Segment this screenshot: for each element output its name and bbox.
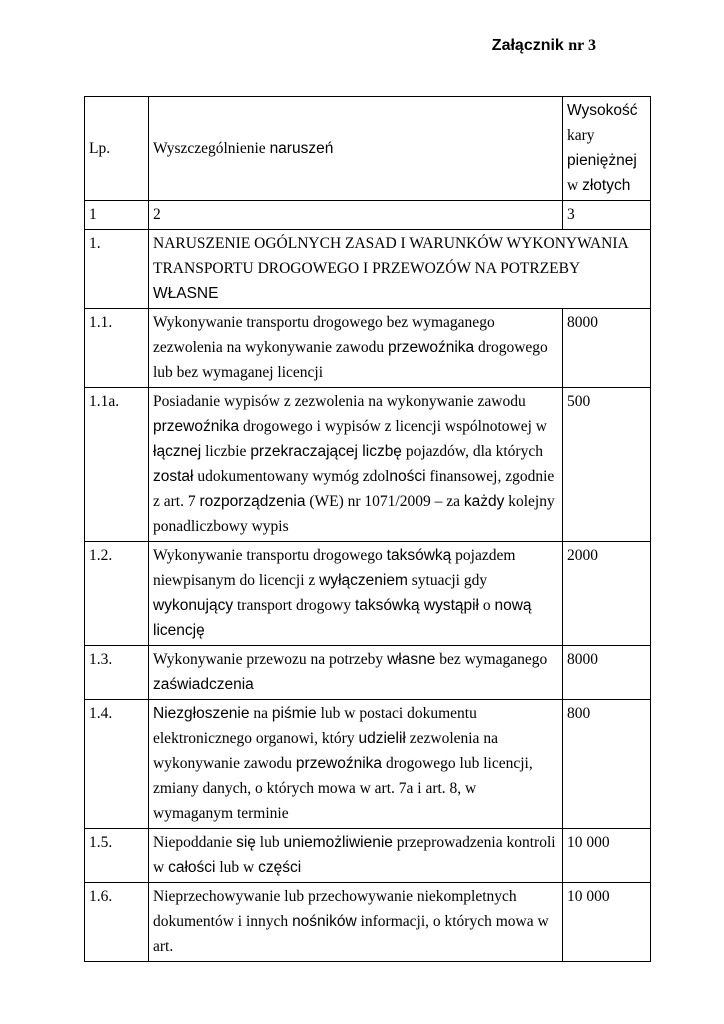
row-number: 1. (85, 230, 149, 309)
violation-description (149, 388, 563, 542)
text-segment: przewoźnika (388, 339, 475, 356)
text-segment: NARUSZENIE OGÓLNYCH ZASAD I WARUNKÓW WYKONYWANIA TRANSPORTU DROGOWEGO I PRZEWOZÓW NA POTRZEBY (153, 235, 628, 277)
violation-row (85, 542, 651, 646)
column-number-2: 2 (149, 201, 563, 230)
header-description (149, 97, 563, 201)
text-segment: informacji, o których mowa w art. (153, 913, 549, 955)
text-segment: taksówką wystąpił (354, 597, 479, 614)
violation-description (149, 230, 651, 309)
text-segment: Lp. (89, 139, 111, 157)
text-segment: Załącznik (491, 37, 569, 54)
text-segment: drogowego lub licencji, zmiany danych, o których mowa w art. 7a i art. 8, w wymaganym terminie (153, 755, 533, 822)
violation-row (85, 700, 651, 829)
text-segment: WŁASNE (153, 285, 219, 302)
penalty-amount: 500 (563, 388, 651, 542)
text-segment: nośników (292, 913, 357, 930)
penalty-amount: 800 (563, 700, 651, 829)
section-row (85, 230, 651, 309)
header-penalty (563, 97, 651, 201)
header-lp (85, 97, 149, 201)
text-segment: sytuacji gdy (407, 572, 488, 589)
column-number-row (85, 201, 651, 230)
text-segment: pojazdów, dla których (401, 443, 543, 460)
penalty-amount: 2000 (563, 542, 651, 646)
text-segment: udzielił (358, 730, 406, 747)
row-number: 1.3. (85, 646, 149, 700)
text-segment: taksówką (386, 547, 452, 564)
text-segment: ności (389, 468, 426, 485)
violation-row (85, 829, 651, 883)
text-segment: Wykonywanie przewozu na potrzeby (153, 651, 388, 668)
text-segment: wykonujący (153, 597, 234, 614)
penalty-amount: 10 000 (563, 829, 651, 883)
text-segment: finansowej, zgodnie z art. 7 (153, 468, 555, 510)
row-number: 1.1a. (85, 388, 149, 542)
violation-description (149, 829, 563, 883)
violations-table (84, 96, 651, 962)
text-segment: własne (387, 651, 436, 668)
row-number: 1.5. (85, 829, 149, 883)
table-header-row (85, 97, 651, 201)
text-segment: Posiadanie wypisów z zezwolenia na wykonywanie zawodu (153, 393, 526, 410)
violation-row (85, 646, 651, 700)
text-segment: (WE) nr 1071/2009 – za (305, 493, 464, 510)
text-segment: Nieprzechowywanie lub przechowywanie niekompletnych dokumentów i innych (153, 888, 517, 930)
text-segment: wyłączeniem (319, 572, 408, 589)
text-segment: lub w postaci dokumentu elektronicznego organowi, który (153, 705, 477, 747)
text-segment: pojazdem niewpisanym do licencji z (153, 547, 516, 589)
row-number: 1.2. (85, 542, 149, 646)
penalty-amount: 10 000 (563, 883, 651, 962)
penalty-amount: 8000 (563, 309, 651, 388)
text-segment: Niezgłoszenie (153, 705, 250, 722)
text-segment: lub w (215, 859, 259, 876)
text-segment: kary (567, 127, 595, 144)
text-segment: bez wymaganego (435, 651, 548, 668)
violation-description (149, 542, 563, 646)
text-segment: przekraczającej liczbę (250, 443, 402, 460)
violation-description (149, 883, 563, 962)
row-number: 1.6. (85, 883, 149, 962)
violation-row (85, 309, 651, 388)
page-title (0, 36, 724, 56)
text-segment: uniemożliwienie (283, 834, 393, 851)
column-number-1: 1 (85, 201, 149, 230)
text-segment: złotych (582, 177, 631, 194)
text-segment: Wyszczególnienie (153, 139, 270, 157)
text-segment: drogowego lub bez wymaganej licencji (153, 339, 548, 381)
text-segment: Niepoddanie (153, 834, 237, 851)
text-segment: w (567, 177, 583, 194)
text-segment: drogowego i wypisów z licencji wspólnotowej w (239, 418, 547, 435)
text-segment: liczbie (201, 443, 251, 460)
text-segment: na (249, 705, 272, 722)
text-segment: łącznej (153, 443, 202, 460)
text-segment: naruszeń (269, 139, 334, 157)
text-segment: transport drogowy (233, 597, 355, 614)
text-segment: lub (255, 834, 284, 851)
text-segment: przewoźnika (153, 418, 240, 435)
penalty-amount: 8000 (563, 646, 651, 700)
text-segment: piśmie (271, 705, 317, 722)
text-segment: przewoźnika (295, 755, 383, 772)
text-segment: każdy (463, 493, 505, 510)
text-segment: Wykonywanie transportu drogowego (153, 547, 387, 564)
text-segment: się (236, 834, 256, 851)
text-segment: rozporządzenia (199, 493, 306, 510)
text-segment: całości (168, 859, 216, 876)
violation-description (149, 646, 563, 700)
text-segment: Wysokość (567, 102, 638, 119)
violation-row (85, 388, 651, 542)
text-segment: pieniężnej (567, 152, 637, 169)
text-segment: udokumentowany wymóg zdol (193, 468, 390, 485)
text-segment: Wykonywanie transportu drogowego bez wymaganego zezwolenia na wykonywanie zawodu (153, 314, 495, 356)
text-segment: nową licencję (153, 597, 532, 639)
text-segment: kolejny ponadliczbowy wypis (153, 493, 555, 535)
text-segment: został (153, 468, 194, 485)
text-segment: zezwolenia na wykonywanie zawodu (153, 730, 498, 772)
violation-description (149, 309, 563, 388)
row-number: 1.1. (85, 309, 149, 388)
text-segment: zaświadczenia (153, 676, 254, 693)
violation-row (85, 883, 651, 962)
violations-table-body (85, 97, 651, 962)
text-segment: przeprowadzenia kontroli w (153, 834, 556, 876)
text-segment: części (258, 859, 302, 876)
text-segment: o (479, 597, 495, 614)
row-number: 1.4. (85, 700, 149, 829)
text-segment: nr 3 (568, 37, 596, 54)
violation-description (149, 700, 563, 829)
column-number-3: 3 (563, 201, 651, 230)
